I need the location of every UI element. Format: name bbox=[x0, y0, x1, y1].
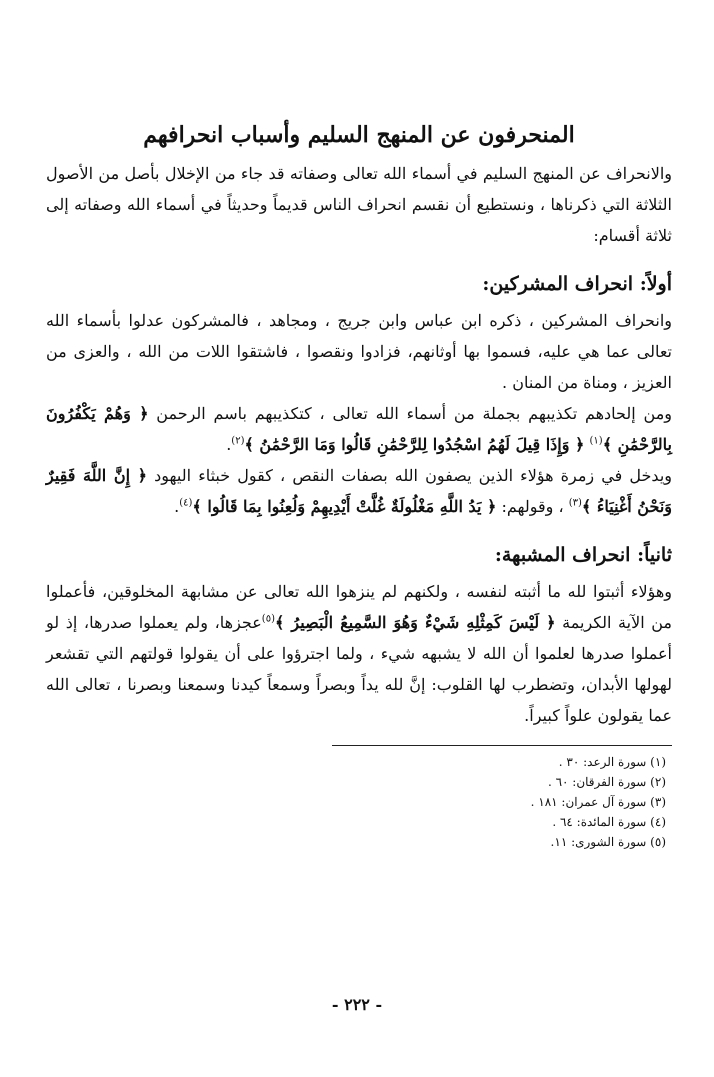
footnote: (٢) سورة الفرقان: ٦٠ . bbox=[547, 775, 666, 789]
footnote: (٣) سورة آل عمران: ١٨١ . bbox=[530, 795, 666, 809]
quran-verse: ﴿ يَدُ اللَّهِ مَغْلُولَةٌ غُلَّتْ أَيْدِيهِمْ وَلُعِنُوا بِمَا قَالُوا ﴾ bbox=[192, 497, 497, 516]
footnote-ref[interactable]: (١) bbox=[589, 435, 603, 447]
paragraph-polytheists-2: ومن إلحادهم تكذيبهم بجملة من أسماء الله تعالى ، كتكذيبهم باسم الرحمن ﴿ وَهُمْ يَكْفُرُونَ بِالرَّحْمَٰنِ ﴾$^{(١)}$ ﴿ وَإِذَا قِيلَ لَهُمُ اسْجُدُوا لِلرَّحْمَٰنِ قَالُوا وَمَا الرَّحْمَٰنُ ﴾$^{(٢)}$. bbox=[46, 404, 672, 454]
footnote-ref[interactable]: (٤) bbox=[179, 497, 193, 509]
section-ordinal: أولاً: bbox=[639, 273, 672, 295]
paragraph-text: ومن إلحادهم تكذيبهم بجملة من أسماء الله تعالى ، كتكذيبهم باسم الرحمن bbox=[156, 404, 672, 423]
footnote-ref[interactable]: (٥) bbox=[261, 613, 275, 625]
quran-verse: ﴿ إِنَّ اللَّهَ فَقِيرٌ وَنَحْنُ أَغْنِيَاءُ ﴾ bbox=[46, 466, 672, 516]
section-ordinal: ثانياً: bbox=[637, 544, 672, 566]
section-heading-polytheists bbox=[46, 267, 672, 301]
footnote-ref[interactable]: (٣) bbox=[568, 497, 582, 509]
paragraph-text: ، وقولهم: bbox=[501, 497, 564, 516]
intro-paragraph: والانحراف عن المنهج السليم في أسماء الله تعالى وصفاته قد جاء من الإخلال بأصل من الأصول الثلاثة التي ذكرناها ، ونستطيع أن نقسم انحراف الناس قديماً وحديثاً في أسماء الله وصفاته إلى ثلاثة أقسام: bbox=[46, 164, 672, 245]
section-title: انحراف المشبهة: bbox=[494, 544, 631, 566]
paragraph-polytheists-1: وانحراف المشركين ، ذكره ابن عباس وابن جريج ، ومجاهد ، فالمشركون عدلوا بأسماء الله تعالى عما هي عليه، فسموا بها أوثانهم، فزادوا ونقصوا ، فاشتقوا اللات من الله ، والعزى من العزيز ، ومناة من المنان . bbox=[46, 311, 672, 392]
footnote: (١) سورة الرعد: ٣٠ . bbox=[558, 755, 666, 769]
section-heading-anthropomorphists bbox=[46, 538, 672, 572]
page-number: - ٢٢٢ - bbox=[331, 995, 383, 1014]
quran-verse: ﴿ وَهُمْ يَكْفُرُونَ بِالرَّحْمَٰنِ ﴾ bbox=[46, 404, 672, 454]
paragraph-polytheists-3: ويدخل في زمرة هؤلاء الذين يصفون الله بصفات النقص ، كقول خبثاء اليهود ﴿ إِنَّ اللَّهَ فَقِيرٌ وَنَحْنُ أَغْنِيَاءُ ﴾$^{(٣)}$ ، وقولهم: ﴿ يَدُ اللَّهِ مَغْلُولَةٌ غُلَّتْ أَيْدِيهِمْ وَلُعِنُوا بِمَا قَالُوا ﴾$^{(٤)}$. bbox=[46, 466, 672, 516]
footnote: (٤) سورة المائدة: ٦٤ . bbox=[552, 815, 666, 829]
footnote: (٥) سورة الشورى: ١١. bbox=[550, 835, 666, 849]
page-title: المنحرفون عن المنهج السليم وأسباب انحرافهم bbox=[143, 122, 575, 148]
paragraph-text: ويدخل في زمرة هؤلاء الذين يصفون الله بصفات النقص ، كقول خبثاء اليهود bbox=[154, 466, 672, 485]
footnotes bbox=[46, 752, 672, 852]
quran-verse: ﴿ وَإِذَا قِيلَ لَهُمُ اسْجُدُوا لِلرَّحْمَٰنِ قَالُوا وَمَا الرَّحْمَٰنُ ﴾ bbox=[244, 435, 585, 454]
footnote-divider bbox=[332, 745, 672, 746]
paragraph-text: وهؤلاء أثبتوا لله ما أثبته لنفسه ، ولكنهم لم ينزهوا الله تعالى عن مشابهة المخلوقين، فأعملوا من الآية الكريمة bbox=[46, 582, 672, 632]
paragraph-anthropomorphists bbox=[46, 576, 672, 731]
paragraph-text: عجزها، ولم يعملوا صدرها، إذ لو أعملوا صدرها لعلموا أن الله لا يشبهه شيء ، ولما اجترؤوا على أن يقولوا قولتهم التي تقشعر لهولها الأبدان، وتضطرب لها القلوب: إنَّ لله يداً وبصراً وسمعاً كيدنا وسمعنا وبصرنا ، تعالى الله عما يقولون علواً كبيراً. bbox=[46, 613, 672, 725]
footnote-ref[interactable]: (٢) bbox=[231, 435, 245, 447]
section-title: انحراف المشركين: bbox=[482, 273, 634, 295]
quran-verse: ﴿ لَيْسَ كَمِثْلِهِ شَيْءٌ وَهُوَ السَّمِيعُ الْبَصِيرُ ﴾ bbox=[274, 613, 556, 632]
